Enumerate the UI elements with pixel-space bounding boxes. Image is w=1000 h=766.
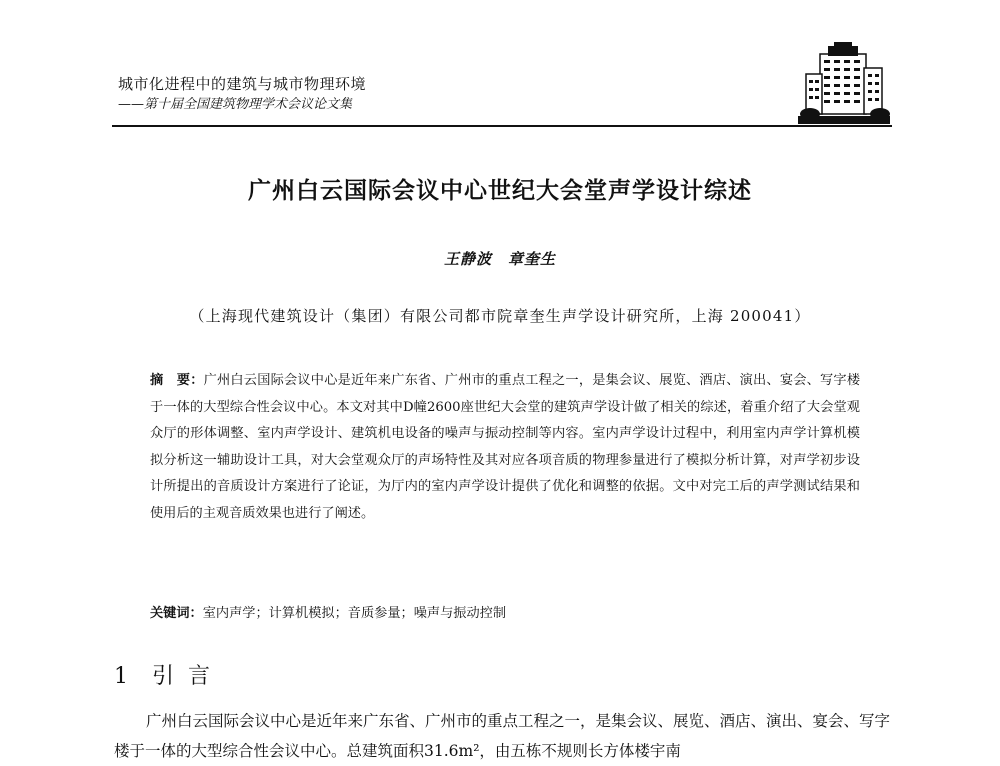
header-rule — [112, 125, 892, 127]
book-title: 城市化进程中的建筑与城市物理环境 — [118, 75, 367, 93]
keywords-label: 关键词： — [150, 606, 203, 621]
keywords — [150, 604, 860, 624]
running-header — [118, 74, 818, 114]
building-logo-icon — [798, 40, 890, 124]
paper-authors: 王静波 章奎生 — [443, 250, 556, 268]
paper-affiliation: （上海现代建筑设计（集团）有限公司都市院章奎生声学设计研究所，上海 200041） — [189, 307, 811, 325]
paper-title: 广州白云国际会议中心世纪大会堂声学设计综述 — [248, 178, 752, 204]
abstract-text: 广州白云国际会议中心是近年来广东省、广州市的重点工程之一，是集会议、展览、酒店、演出、宴会、写字楼于一体的大型综合性会议中心。本文对其中D幢2600座世纪大会堂的建筑声学设计做了相关的综述，着重介绍了大会堂观众厅的形体调整、室内声学设计、建筑机电设备的噪声与振动控制等内容。室内声学设计过程中，利用室内声学计算机模拟分析这一辅助设计工具，对大会堂观众厅的声场特性及其对应各项音质的物理参量进行了模拟分析计算，对声学初步设计所提出的音质设计方案进行了论证，为厅内的室内声学设计提供了优化和调整的依据。文中对完工后的声学测试结果和使用后的主观音质效果也进行了阐述。 — [150, 373, 861, 521]
section-heading — [114, 662, 224, 692]
keywords-text: 室内声学；计算机模拟；音质参量；噪声与振动控制 — [202, 606, 507, 621]
book-subtitle: ——第十届全国建筑物理学术会议论文集 — [118, 97, 353, 112]
section-number: 1 — [114, 664, 130, 689]
section-title: 引言 — [152, 664, 225, 689]
abstract — [150, 368, 860, 527]
abstract-label: 摘 要： — [150, 373, 204, 388]
section-paragraph: 广州白云国际会议中心是近年来广东省、广州市的重点工程之一，是集会议、展览、酒店、演出、宴会、写字楼于一体的大型综合性会议中心。总建筑面积31.6m²，由五栋不规则长方体楼宇南 — [114, 712, 891, 760]
